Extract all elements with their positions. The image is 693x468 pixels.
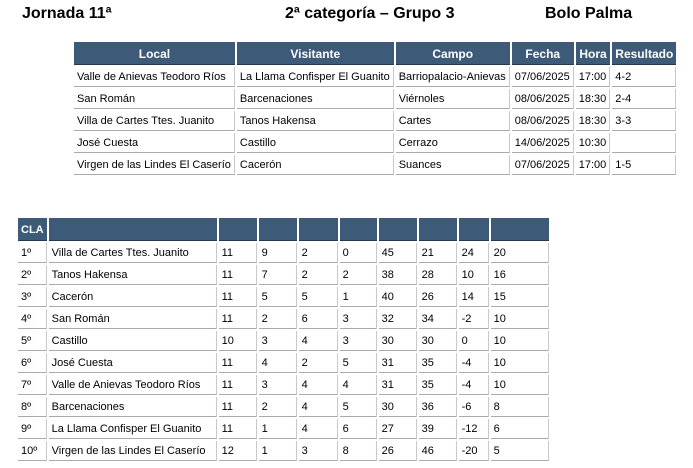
standings-cell: Cacerón [49, 287, 217, 307]
standings-cell: 11 [219, 397, 257, 417]
standings-cell: 11 [219, 419, 257, 439]
standings-cell: 21 [419, 243, 457, 263]
match-cell: José Cuesta [74, 133, 235, 153]
standings-cell: 2 [299, 243, 338, 263]
standings-cell: 9 [259, 243, 297, 263]
match-cell: 14/06/2025 [512, 133, 574, 153]
standings-cell: 10 [219, 331, 257, 351]
standings-cell: 10º [18, 441, 47, 461]
standings-cell: 4 [299, 419, 338, 439]
matches-header-row [74, 42, 676, 65]
standings-cell: Barcenaciones [49, 397, 217, 417]
standings-cell: Castillo [49, 331, 217, 351]
standings-cell: 4 [299, 375, 338, 395]
standings-cell: 31 [379, 353, 417, 373]
standings-table [16, 216, 551, 463]
standings-cell: 5 [299, 287, 338, 307]
standings-cell: 30 [419, 331, 457, 351]
table-row [18, 353, 549, 373]
standings-column-header [340, 218, 377, 241]
table-row [18, 243, 549, 263]
match-cell: Valle de Anievas Teodoro Ríos [74, 67, 235, 87]
match-cell: San Román [74, 89, 235, 109]
standings-cell: 10 [491, 353, 549, 373]
standings-cell: 11 [219, 287, 257, 307]
standings-cell: José Cuesta [49, 353, 217, 373]
match-cell: 07/06/2025 [512, 155, 574, 175]
match-cell: 2-4 [612, 89, 676, 109]
table-row [74, 111, 676, 131]
standings-cell: 2 [299, 353, 338, 373]
table-row [74, 67, 676, 87]
standings-cell: 15 [491, 287, 549, 307]
standings-cell: 10 [491, 375, 549, 395]
standings-cell: 4 [299, 331, 338, 351]
standings-cell: 14 [459, 287, 489, 307]
standings-cell: -6 [459, 397, 489, 417]
jornada-title: Jornada 11ª [22, 5, 112, 22]
standings-cell: 27 [379, 419, 417, 439]
standings-cell: 1º [18, 243, 47, 263]
standings-cell: 4 [259, 353, 297, 373]
table-row [18, 287, 549, 307]
standings-cell: 38 [379, 265, 417, 285]
standings-cell: 4º [18, 309, 47, 329]
standings-cell: 32 [379, 309, 417, 329]
standings-cell: 20 [491, 243, 549, 263]
standings-column-header [491, 218, 549, 241]
standings-cell: 31 [379, 375, 417, 395]
standings-cell: Virgen de las Lindes El Caserío [49, 441, 217, 461]
standings-cell: -12 [459, 419, 489, 439]
standings-cell: 8 [491, 397, 549, 417]
match-cell: 08/06/2025 [512, 89, 574, 109]
standings-cell: 5 [340, 397, 377, 417]
standings-cell: 39 [419, 419, 457, 439]
standings-column-header [49, 218, 217, 241]
standings-cell: 10 [491, 331, 549, 351]
standings-cell: 7º [18, 375, 47, 395]
standings-cell: Valle de Anievas Teodoro Ríos [49, 375, 217, 395]
match-cell: 17:00 [576, 155, 611, 175]
match-cell: 1-5 [612, 155, 676, 175]
standings-cell: 30 [379, 397, 417, 417]
match-cell: Tanos Hakensa [237, 111, 394, 131]
table-row [74, 89, 676, 109]
standings-cell: 10 [491, 309, 549, 329]
standings-cell: 3 [340, 331, 377, 351]
standings-cell: 2 [299, 265, 338, 285]
standings-cell: 35 [419, 353, 457, 373]
standings-cell: 4 [299, 397, 338, 417]
standings-cell: 2º [18, 265, 47, 285]
modality-title: Bolo Palma [545, 5, 633, 22]
standings-column-header [459, 218, 489, 241]
standings-cell: 35 [419, 375, 457, 395]
standings-cell: 8 [340, 441, 377, 461]
standings-cell: 0 [459, 331, 489, 351]
standings-cell: 45 [379, 243, 417, 263]
standings-cell: 24 [459, 243, 489, 263]
standings-cell: 30 [379, 331, 417, 351]
match-cell: 17:00 [576, 67, 611, 87]
match-cell: 18:30 [576, 89, 611, 109]
standings-cell: 11 [219, 243, 257, 263]
table-row [18, 441, 549, 461]
matches-column-header: Campo [396, 42, 510, 65]
matches-column-header: Resultado [612, 42, 676, 65]
match-cell: 3-3 [612, 111, 676, 131]
standings-cell: -4 [459, 375, 489, 395]
standings-cell: 16 [491, 265, 549, 285]
standings-cell: 1 [259, 441, 297, 461]
standings-cell: 11 [219, 309, 257, 329]
matches-column-header: Visitante [237, 42, 394, 65]
match-cell: Barcenaciones [237, 89, 394, 109]
standings-cell: 34 [419, 309, 457, 329]
standings-cell: 6 [491, 419, 549, 439]
standings-cell: La Llama Confisper El Guanito [49, 419, 217, 439]
standings-cell: 26 [419, 287, 457, 307]
table-row [74, 155, 676, 175]
match-cell: Castillo [237, 133, 394, 153]
match-cell: La Llama Confisper El Guanito [237, 67, 394, 87]
standings-column-header: CLA [18, 218, 47, 241]
match-cell: Virgen de las Lindes El Caserío [74, 155, 235, 175]
matches-column-header: Hora [576, 42, 611, 65]
standings-cell: 10 [459, 265, 489, 285]
standings-cell: 12 [219, 441, 257, 461]
table-row [18, 375, 549, 395]
standings-cell: -2 [459, 309, 489, 329]
standings-cell: 46 [419, 441, 457, 461]
standings-header-row [18, 218, 549, 241]
standings-cell: 28 [419, 265, 457, 285]
standings-column-header [379, 218, 417, 241]
match-cell: Cacerón [237, 155, 394, 175]
match-cell: 10:30 [576, 133, 611, 153]
standings-cell: 3 [299, 441, 338, 461]
standings-cell: 5 [259, 287, 297, 307]
standings-cell: Villa de Cartes Ttes. Juanito [49, 243, 217, 263]
standings-cell: 4 [340, 375, 377, 395]
standings-column-header [299, 218, 338, 241]
match-cell: Viérnoles [396, 89, 510, 109]
standings-cell: 2 [340, 265, 377, 285]
standings-cell: 2 [259, 397, 297, 417]
table-row [18, 309, 549, 329]
standings-cell: San Román [49, 309, 217, 329]
standings-cell: 11 [219, 375, 257, 395]
match-cell: Cerrazo [396, 133, 510, 153]
standings-cell: 40 [379, 287, 417, 307]
standings-cell: Tanos Hakensa [49, 265, 217, 285]
table-row [74, 133, 676, 153]
standings-cell: 6 [299, 309, 338, 329]
standings-cell: 0 [340, 243, 377, 263]
match-cell: Cartes [396, 111, 510, 131]
standings-cell: 11 [219, 353, 257, 373]
matches-column-header: Local [74, 42, 235, 65]
match-cell: 08/06/2025 [512, 111, 574, 131]
category-title: 2ª categoría – Grupo 3 [285, 5, 455, 22]
table-row [18, 331, 549, 351]
standings-column-header [419, 218, 457, 241]
match-cell: 18:30 [576, 111, 611, 131]
standings-cell: 3º [18, 287, 47, 307]
match-cell: 4-2 [612, 67, 676, 87]
standings-cell: 11 [219, 265, 257, 285]
match-cell [612, 133, 676, 153]
match-cell: Barriopalacio-Anievas [396, 67, 510, 87]
match-cell: Villa de Cartes Ttes. Juanito [74, 111, 235, 131]
standings-cell: 2 [259, 309, 297, 329]
standings-cell: 26 [379, 441, 417, 461]
standings-column-header [219, 218, 257, 241]
standings-cell: 5º [18, 331, 47, 351]
standings-cell: 6 [340, 419, 377, 439]
standings-cell: 5 [491, 441, 549, 461]
matches-column-header: Fecha [512, 42, 574, 65]
standings-cell: 3 [259, 375, 297, 395]
standings-cell: 5 [340, 353, 377, 373]
standings-cell: 1 [259, 419, 297, 439]
standings-cell: -20 [459, 441, 489, 461]
standings-cell: 7 [259, 265, 297, 285]
standings-cell: 8º [18, 397, 47, 417]
standings-cell: -4 [459, 353, 489, 373]
standings-column-header [259, 218, 297, 241]
table-row [18, 265, 549, 285]
standings-cell: 1 [340, 287, 377, 307]
standings-cell: 9º [18, 419, 47, 439]
standings-cell: 3 [340, 309, 377, 329]
standings-cell: 36 [419, 397, 457, 417]
matches-table [72, 40, 678, 177]
standings-cell: 3 [259, 331, 297, 351]
table-row [18, 397, 549, 417]
table-row [18, 419, 549, 439]
standings-cell: 6º [18, 353, 47, 373]
match-cell: Suances [396, 155, 510, 175]
match-cell: 07/06/2025 [512, 67, 574, 87]
